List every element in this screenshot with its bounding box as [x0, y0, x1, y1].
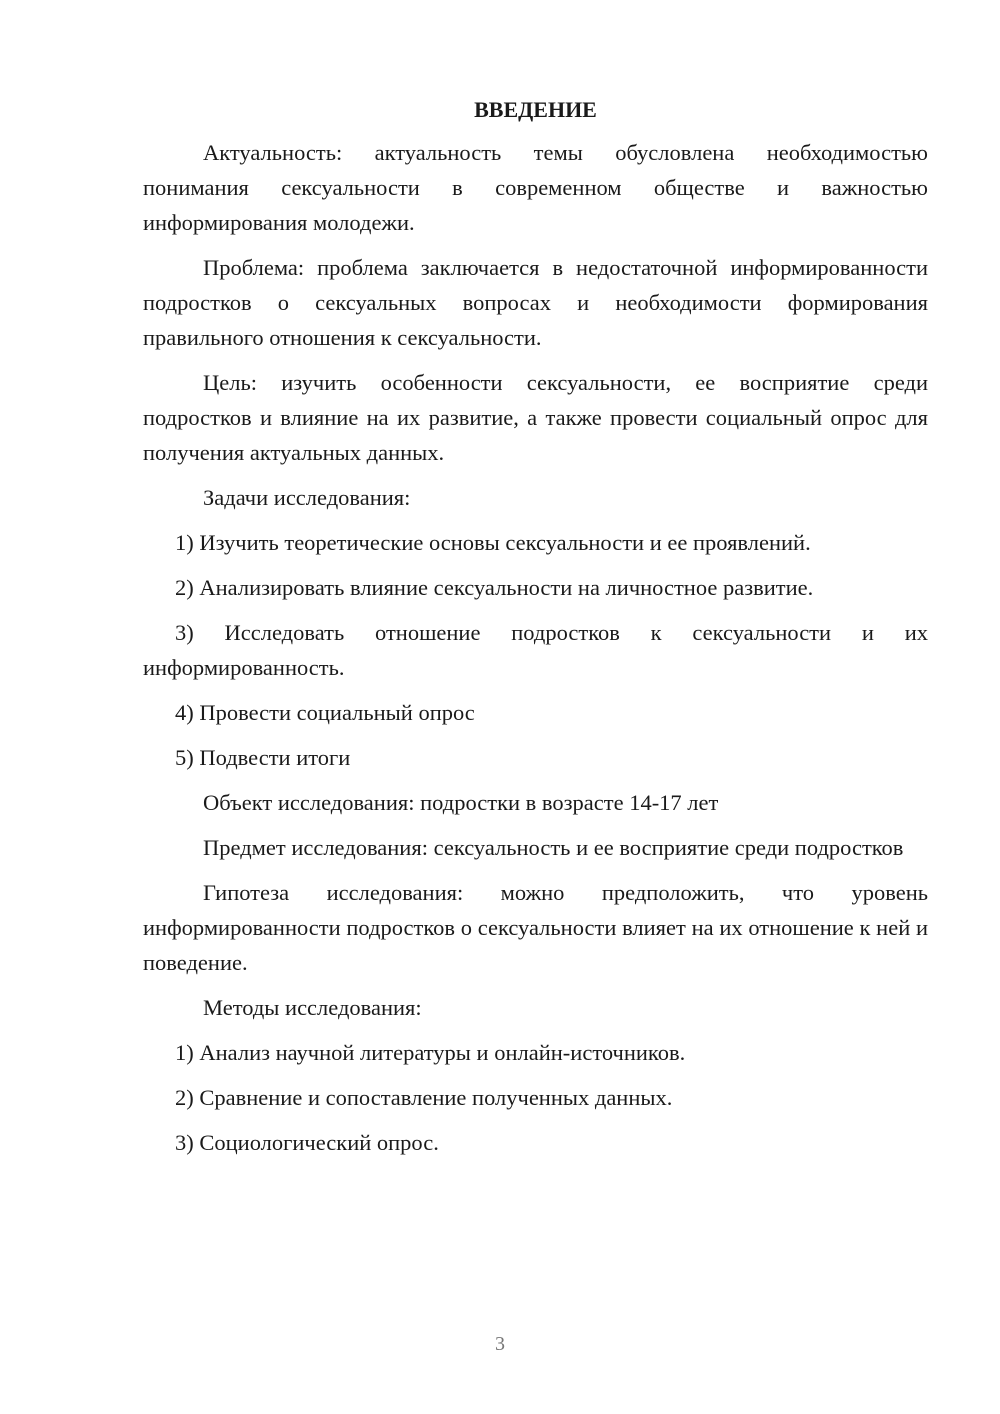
subject-paragraph: Предмет исследования: сексуальность и ее восприятие среди подростков: [203, 835, 904, 860]
task-item-3: 3) Исследовать отношение подростков к сексуальности и их информированность.: [143, 620, 928, 680]
relevance-paragraph: Актуальность: актуальность темы обусловлена необходимостью понимания сексуальности в современном обществе и важностью информирования молодежи.: [143, 140, 928, 235]
task-item-4: 4) Провести социальный опрос: [175, 700, 475, 725]
page-number: 3: [495, 1333, 505, 1355]
task-item-5: 5) Подвести итоги: [175, 745, 351, 770]
method-item-3: 3) Социологический опрос.: [175, 1130, 439, 1155]
goal-paragraph: Цель: изучить особенности сексуальности, ее восприятие среди подростков и влияние на их развитие, а также провести социальный опрос для получения актуальных данных.: [143, 370, 928, 465]
hypothesis-paragraph: Гипотеза исследования: можно предположить, что уровень информированности подростков о сексуальности влияет на их отношение к ней и поведение.: [143, 880, 928, 975]
task-item-2: 2) Анализировать влияние сексуальности на личностное развитие.: [175, 575, 814, 600]
problem-paragraph: Проблема: проблема заключается в недостаточной информированности подростков о сексуальных вопросах и необходимости формирования правильного отношения к сексуальности.: [143, 255, 928, 350]
methods-heading: Методы исследования:: [203, 995, 422, 1020]
object-paragraph: Объект исследования: подростки в возрасте 14-17 лет: [203, 790, 719, 815]
document-body: [143, 95, 928, 1170]
task-item-1: 1) Изучить теоретические основы сексуальности и ее проявлений.: [175, 530, 811, 555]
page-title: ВВЕДЕНИЕ: [474, 97, 597, 122]
method-item-2: 2) Сравнение и сопоставление полученных данных.: [175, 1085, 673, 1110]
method-item-1: 1) Анализ научной литературы и онлайн-источников.: [175, 1040, 686, 1065]
tasks-heading: Задачи исследования:: [203, 485, 411, 510]
